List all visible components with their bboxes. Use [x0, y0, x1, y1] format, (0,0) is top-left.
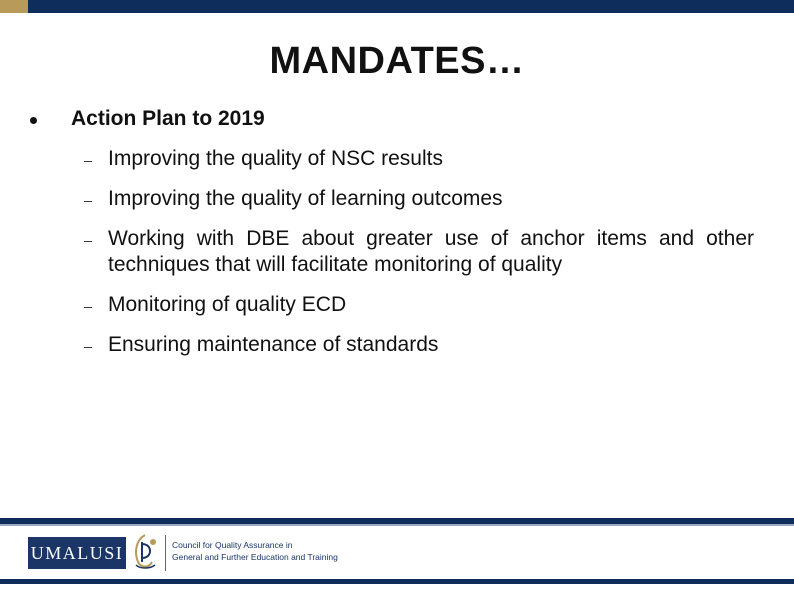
dash-bullet-icon	[84, 347, 92, 348]
main-bullet-text: Action Plan to 2019	[71, 107, 265, 130]
footer-divider	[165, 535, 166, 571]
tagline-line-2: General and Further Education and Training	[172, 552, 338, 562]
council-tagline	[172, 539, 338, 563]
sub-bullet-item	[84, 332, 754, 358]
footer-rule-top-light	[0, 524, 794, 526]
logo-text: UMALUSI	[30, 542, 124, 563]
dash-bullet-icon	[84, 161, 92, 162]
sub-bullet-text: Working with DBE about greater use of anchor items and other techniques that will facilitate monitoring of quality	[108, 227, 754, 276]
sub-bullet-list	[84, 146, 754, 372]
top-banner-bar	[0, 0, 794, 13]
dash-bullet-icon	[84, 307, 92, 308]
sub-bullet-item	[84, 292, 754, 318]
umalusi-logo	[28, 537, 126, 569]
sub-bullet-item	[84, 186, 754, 212]
bullet-dot-icon	[30, 117, 37, 124]
sub-bullet-text: Monitoring of quality ECD	[108, 293, 347, 316]
dash-bullet-icon	[84, 201, 92, 202]
sub-bullet-text: Improving the quality of learning outcomes	[108, 187, 503, 210]
sub-bullet-text: Improving the quality of NSC results	[108, 147, 443, 170]
main-bullet	[30, 107, 265, 131]
sub-bullet-item	[84, 226, 754, 278]
sub-bullet-text: Ensuring maintenance of standards	[108, 333, 439, 356]
tagline-line-1: Council for Quality Assurance in	[172, 540, 293, 550]
dash-bullet-icon	[84, 241, 92, 242]
sub-bullet-item	[84, 146, 754, 172]
slide-title: MANDATES…	[269, 40, 525, 82]
footer-rule-bottom	[0, 579, 794, 584]
top-accent-block	[0, 0, 28, 13]
umalusi-emblem-icon	[130, 532, 160, 572]
